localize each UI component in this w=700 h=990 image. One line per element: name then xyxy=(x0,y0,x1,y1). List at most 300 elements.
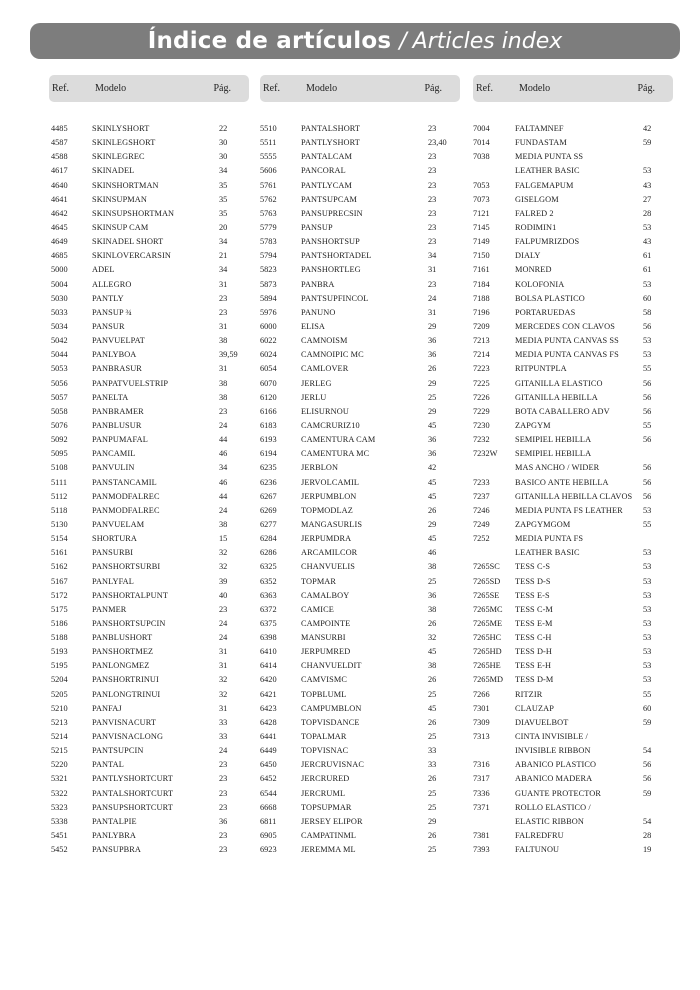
row-model: PANBRAMER xyxy=(92,406,144,416)
table-row xyxy=(260,447,460,461)
row-page: 43 xyxy=(643,180,652,190)
row-model: TOPMODLAZ xyxy=(301,505,353,515)
table-row xyxy=(473,405,673,419)
row-model: ELASTIC RIBBON xyxy=(515,816,584,826)
row-page: 36 xyxy=(219,816,228,826)
table-row xyxy=(49,348,249,362)
row-page: 53 xyxy=(643,548,652,558)
row-model: GUANTE PROTECTOR xyxy=(515,788,602,798)
table-row xyxy=(49,235,249,249)
row-page: 53 xyxy=(643,675,652,685)
row-model: RITPUNTPLA xyxy=(515,364,567,374)
row-ref: 5510 xyxy=(260,124,277,133)
row-page: 38 xyxy=(219,378,228,388)
row-ref: 5076 xyxy=(51,420,68,430)
row-model: JERPUMDRA xyxy=(301,534,352,544)
row-model: DIALY xyxy=(515,251,541,261)
table-row xyxy=(473,546,673,560)
header-model: Modelo xyxy=(519,83,551,94)
row-model: TESS C-H xyxy=(515,633,552,643)
row-model: ZAPGYMGOM xyxy=(515,519,571,529)
row-ref: 7213 xyxy=(473,336,490,346)
row-page: 34 xyxy=(428,251,437,261)
row-page: 44 xyxy=(219,435,228,445)
row-page: 53 xyxy=(643,279,652,289)
title-separator: / xyxy=(399,28,407,54)
row-page: 26 xyxy=(428,675,437,685)
table-row xyxy=(473,150,673,164)
row-page: 32 xyxy=(428,633,437,643)
row-ref: 7223 xyxy=(473,364,490,374)
table-row xyxy=(473,433,673,447)
table-row xyxy=(473,490,673,504)
row-model: SKINADEL xyxy=(92,166,135,176)
row-page: 59 xyxy=(643,717,652,727)
row-ref: 5321 xyxy=(51,774,68,784)
row-page: 40 xyxy=(219,590,228,600)
row-model: JERCRUML xyxy=(301,788,346,798)
table-row xyxy=(49,801,249,815)
table-row xyxy=(260,829,460,843)
row-ref: 5215 xyxy=(51,746,68,756)
table-row xyxy=(49,744,249,758)
row-ref: 5338 xyxy=(51,816,68,826)
column-header xyxy=(473,75,673,102)
row-ref: 6923 xyxy=(260,845,277,855)
table-row xyxy=(473,419,673,433)
row-page: 45 xyxy=(428,703,437,713)
table-row xyxy=(49,815,249,829)
table-row xyxy=(49,532,249,546)
table-row xyxy=(49,631,249,645)
row-model: MEDIA PUNTA FS xyxy=(515,534,584,544)
row-ref: 7371 xyxy=(473,802,490,812)
row-model: TOPVISNAC xyxy=(301,746,349,756)
row-page: 23 xyxy=(219,604,228,614)
row-model: PANSTANCAMIL xyxy=(92,477,157,487)
row-ref: 4617 xyxy=(51,166,68,176)
row-page: 53 xyxy=(643,562,652,572)
row-model: SKINLOVERCARSIN xyxy=(92,251,171,261)
row-page: 15 xyxy=(219,534,228,544)
row-page: 25 xyxy=(428,788,437,798)
row-model: PANLYBRA xyxy=(92,831,136,841)
row-model: MONRED xyxy=(515,265,552,275)
row-ref: 7188 xyxy=(473,293,490,303)
row-page: 31 xyxy=(219,279,228,289)
row-model: GITANILLA ELASTICO xyxy=(515,378,603,388)
row-page: 38 xyxy=(219,392,228,402)
row-page: 29 xyxy=(428,816,437,826)
row-model: PANVUELAM xyxy=(92,519,145,529)
row-page: 26 xyxy=(428,364,437,374)
table-row xyxy=(260,815,460,829)
table-row xyxy=(260,362,460,376)
row-model: PANLONGMEZ xyxy=(92,661,150,671)
row-page: 36 xyxy=(428,449,437,459)
table-row xyxy=(473,377,673,391)
row-model: CAMNOISM xyxy=(301,336,348,346)
row-ref: 5130 xyxy=(51,519,68,529)
table-row xyxy=(49,292,249,306)
row-ref: 5193 xyxy=(51,647,68,657)
row-page: 32 xyxy=(219,548,228,558)
row-model: PANSUPRECSIN xyxy=(301,208,363,218)
table-row xyxy=(473,787,673,801)
row-model: PANMODFALREC xyxy=(92,505,160,515)
row-model: PANSURBI xyxy=(92,548,134,558)
row-model: PANMER xyxy=(92,604,127,614)
row-page: 53 xyxy=(643,633,652,643)
row-ref: 7265SE xyxy=(473,590,500,600)
table-row xyxy=(49,433,249,447)
row-page: 33 xyxy=(219,732,228,742)
row-ref: 4649 xyxy=(51,237,68,247)
row-page: 23 xyxy=(428,222,437,232)
row-page: 56 xyxy=(643,378,652,388)
row-page: 25 xyxy=(428,392,437,402)
row-page: 54 xyxy=(643,816,652,826)
row-page: 53 xyxy=(643,350,652,360)
row-model: SKINLYSHORT xyxy=(92,124,150,133)
table-row xyxy=(49,263,249,277)
row-page: 26 xyxy=(428,505,437,515)
table-row xyxy=(473,292,673,306)
row-page: 36 xyxy=(428,590,437,600)
row-page: 45 xyxy=(428,534,437,544)
row-ref: 6372 xyxy=(260,604,277,614)
row-model: FALTUNOU xyxy=(515,845,560,855)
row-ref: 5186 xyxy=(51,618,68,628)
row-page: 23 xyxy=(219,845,228,855)
row-model: FUNDASTAM xyxy=(515,138,567,148)
row-page: 54 xyxy=(643,746,652,756)
header-page: Pág. xyxy=(213,83,231,94)
row-page: 60 xyxy=(643,293,652,303)
header-ref: Ref. xyxy=(476,83,493,94)
row-ref: 5042 xyxy=(51,336,68,346)
row-ref: 5057 xyxy=(51,392,68,402)
row-model: TESS D-S xyxy=(515,576,551,586)
row-page: 35 xyxy=(219,208,228,218)
table-row xyxy=(473,617,673,631)
row-model: FALRED 2 xyxy=(515,208,554,218)
table-row xyxy=(49,405,249,419)
row-ref: 7233 xyxy=(473,477,490,487)
table-row xyxy=(473,249,673,263)
row-ref: 5322 xyxy=(51,788,68,798)
row-ref: 6410 xyxy=(260,647,277,657)
row-ref: 6449 xyxy=(260,746,277,756)
table-row xyxy=(49,419,249,433)
table-row xyxy=(49,193,249,207)
row-model: CAMNOIPIC MC xyxy=(301,350,364,360)
row-page: 38 xyxy=(428,604,437,614)
row-ref: 6905 xyxy=(260,831,277,841)
row-ref: 5761 xyxy=(260,180,277,190)
row-ref: 6811 xyxy=(260,816,277,826)
row-page: 35 xyxy=(219,180,228,190)
table-row xyxy=(473,362,673,376)
table-row xyxy=(49,476,249,490)
row-model: FALTAMNEF xyxy=(515,124,564,133)
row-ref: 6000 xyxy=(260,321,277,331)
table-row xyxy=(49,617,249,631)
row-ref: 6024 xyxy=(260,350,277,360)
row-page: 27 xyxy=(643,194,652,204)
row-model: PANSHORTRINUI xyxy=(92,675,159,685)
page-title-bar xyxy=(30,23,680,59)
row-page: 23 xyxy=(428,166,437,176)
row-ref: 7232W xyxy=(473,449,498,459)
row-ref: 4588 xyxy=(51,152,68,162)
table-row xyxy=(49,377,249,391)
row-page: 23 xyxy=(428,208,437,218)
row-page: 45 xyxy=(428,420,437,430)
row-model: KOLOFONIA xyxy=(515,279,565,289)
row-page: 23 xyxy=(428,279,437,289)
row-model: TOPBLUML xyxy=(301,689,347,699)
row-model: PANTSUPCIN xyxy=(92,746,144,756)
row-model: PANTLYCAM xyxy=(301,180,352,190)
row-ref: 7038 xyxy=(473,152,490,162)
row-model: PANBRASUR xyxy=(92,364,142,374)
row-ref: 7381 xyxy=(473,831,490,841)
table-row xyxy=(473,278,673,292)
table-row xyxy=(473,659,673,673)
row-ref: 6286 xyxy=(260,548,277,558)
row-page: 28 xyxy=(643,208,652,218)
row-ref: 7004 xyxy=(473,124,490,133)
table-row xyxy=(49,603,249,617)
row-ref: 5511 xyxy=(260,138,277,148)
table-row xyxy=(49,575,249,589)
row-page: 53 xyxy=(643,661,652,671)
row-page: 53 xyxy=(643,618,652,628)
row-page: 55 xyxy=(643,364,652,374)
table-row xyxy=(260,150,460,164)
row-model: PANSUR xyxy=(92,321,125,331)
row-ref: 6070 xyxy=(260,378,277,388)
table-row xyxy=(473,716,673,730)
row-ref: 5762 xyxy=(260,194,277,204)
row-page: 33 xyxy=(219,717,228,727)
row-ref: 6120 xyxy=(260,392,277,402)
header-model: Modelo xyxy=(95,83,127,94)
row-model: SKINSUPSHORTMAN xyxy=(92,208,175,218)
row-model: PANBRA xyxy=(301,279,335,289)
row-ref: 5095 xyxy=(51,449,68,459)
row-ref: 5555 xyxy=(260,152,277,162)
row-page: 56 xyxy=(643,774,652,784)
table-row xyxy=(49,122,249,136)
index-column-2 xyxy=(260,75,460,857)
row-page: 32 xyxy=(219,675,228,685)
row-ref: 5033 xyxy=(51,307,68,317)
row-page: 29 xyxy=(428,406,437,416)
row-page: 43 xyxy=(643,237,652,247)
table-row xyxy=(260,249,460,263)
row-page: 53 xyxy=(643,336,652,346)
table-row xyxy=(260,391,460,405)
table-row xyxy=(49,221,249,235)
table-row xyxy=(49,278,249,292)
table-row xyxy=(260,688,460,702)
row-ref: 6183 xyxy=(260,420,277,430)
table-row xyxy=(49,716,249,730)
table-row xyxy=(260,645,460,659)
table-row xyxy=(260,221,460,235)
table-row xyxy=(49,207,249,221)
row-page: 23 xyxy=(219,831,228,841)
row-model: PANTALSHORTCURT xyxy=(92,788,174,798)
row-model: TESS E-M xyxy=(515,618,553,628)
table-row xyxy=(473,801,673,815)
row-ref: 6194 xyxy=(260,449,277,459)
row-ref: 7265SD xyxy=(473,576,501,586)
row-model: MEDIA PUNTA CANVAS FS xyxy=(515,350,619,360)
row-page: 56 xyxy=(643,435,652,445)
index-rows xyxy=(260,122,460,857)
row-model: TOPALMAR xyxy=(301,732,347,742)
row-model: ABANICO PLASTICO xyxy=(515,760,597,770)
row-ref: 6267 xyxy=(260,491,277,501)
row-model: CAMALBOY xyxy=(301,590,350,600)
row-page: 29 xyxy=(428,378,437,388)
row-model: TESS C-M xyxy=(515,604,553,614)
row-page: 26 xyxy=(428,774,437,784)
row-page: 33 xyxy=(428,746,437,756)
row-page: 24 xyxy=(219,633,228,643)
row-page: 23 xyxy=(428,180,437,190)
row-ref: 5167 xyxy=(51,576,68,586)
row-ref: 6428 xyxy=(260,717,277,727)
table-row xyxy=(49,659,249,673)
table-row xyxy=(49,320,249,334)
row-page: 34 xyxy=(219,265,228,275)
row-page: 53 xyxy=(643,505,652,515)
row-model: ROLLO ELASTICO / xyxy=(515,802,591,812)
row-page: 53 xyxy=(643,166,652,176)
row-ref: 6284 xyxy=(260,534,277,544)
row-model: PANSUPBRA xyxy=(92,845,142,855)
row-model: MEDIA PUNTA FS LEATHER xyxy=(515,505,623,515)
row-page: 24 xyxy=(428,293,437,303)
row-ref: 5111 xyxy=(51,477,67,487)
table-row xyxy=(49,560,249,574)
row-model: BOTA CABALLERO ADV xyxy=(515,406,610,416)
row-model: PANTLYSHORTCURT xyxy=(92,774,173,784)
row-model: MANSURBI xyxy=(301,633,346,643)
row-page: 34 xyxy=(219,237,228,247)
row-page: 56 xyxy=(643,321,652,331)
row-model: PANSHORTSURBI xyxy=(92,562,161,572)
table-row xyxy=(473,136,673,150)
table-row xyxy=(473,702,673,716)
row-ref: 5763 xyxy=(260,208,277,218)
table-row xyxy=(473,772,673,786)
row-model: PANTLY xyxy=(92,293,124,303)
row-ref: 6352 xyxy=(260,576,277,586)
table-row xyxy=(260,730,460,744)
row-ref: 7149 xyxy=(473,237,490,247)
row-page: 53 xyxy=(643,576,652,586)
row-model: PANSUP ¾ xyxy=(92,307,132,317)
row-ref: 7230 xyxy=(473,420,490,430)
row-ref: 5213 xyxy=(51,717,68,727)
column-header xyxy=(49,75,249,102)
table-row xyxy=(473,843,673,857)
row-model: PANVISNACLONG xyxy=(92,732,164,742)
row-model: PANVISNACURT xyxy=(92,717,157,727)
row-page: 24 xyxy=(219,420,228,430)
row-ref: 7316 xyxy=(473,760,490,770)
table-row xyxy=(473,447,673,461)
row-ref: 5108 xyxy=(51,463,68,473)
row-model: PANTALSHORT xyxy=(301,124,361,133)
row-ref: 7150 xyxy=(473,251,490,261)
row-page: 45 xyxy=(428,647,437,657)
row-model: ALLEGRO xyxy=(92,279,132,289)
row-page: 25 xyxy=(428,732,437,742)
row-ref: 6668 xyxy=(260,802,277,812)
row-model: PANBLUSHORT xyxy=(92,633,153,643)
table-row xyxy=(260,546,460,560)
table-row xyxy=(260,589,460,603)
table-row xyxy=(473,645,673,659)
table-row xyxy=(49,164,249,178)
row-page: 39 xyxy=(219,576,228,586)
row-model: ABANICO MADERA xyxy=(515,774,593,784)
table-row xyxy=(49,447,249,461)
row-ref: 5112 xyxy=(51,491,68,501)
row-model: MAS ANCHO / WIDER xyxy=(515,463,600,473)
row-page: 44 xyxy=(219,491,228,501)
row-model: PANTAL xyxy=(92,760,124,770)
row-ref: 7393 xyxy=(473,845,490,855)
table-row xyxy=(473,179,673,193)
row-ref: 7265SC xyxy=(473,562,500,572)
row-page: 60 xyxy=(643,703,652,713)
row-ref: 6414 xyxy=(260,661,277,671)
table-row xyxy=(260,787,460,801)
row-page: 53 xyxy=(643,604,652,614)
row-model: PANBLUSUR xyxy=(92,420,142,430)
row-model: SKINSHORTMAN xyxy=(92,180,159,190)
row-ref: 5210 xyxy=(51,703,68,713)
table-row xyxy=(260,461,460,475)
row-model: CAMENTURA MC xyxy=(301,449,370,459)
table-row xyxy=(260,575,460,589)
row-ref: 7246 xyxy=(473,505,490,515)
row-model: JERBLON xyxy=(301,463,339,473)
row-model: MANGASURLIS xyxy=(301,519,363,529)
table-row xyxy=(49,546,249,560)
row-model: PANTALCAM xyxy=(301,152,353,162)
row-model: PANSUPSHORTCURT xyxy=(92,802,173,812)
row-model: FALREDFRU xyxy=(515,831,564,841)
row-page: 19 xyxy=(643,845,652,855)
table-row xyxy=(260,292,460,306)
table-row xyxy=(473,589,673,603)
row-ref: 5154 xyxy=(51,534,68,544)
row-model: GITANILLA HEBILLA CLAVOS xyxy=(515,491,633,501)
row-model: LEATHER BASIC xyxy=(515,166,580,176)
row-model: CHANVUELIS xyxy=(301,562,356,572)
row-page: 53 xyxy=(643,222,652,232)
table-row xyxy=(473,829,673,843)
table-row xyxy=(49,461,249,475)
